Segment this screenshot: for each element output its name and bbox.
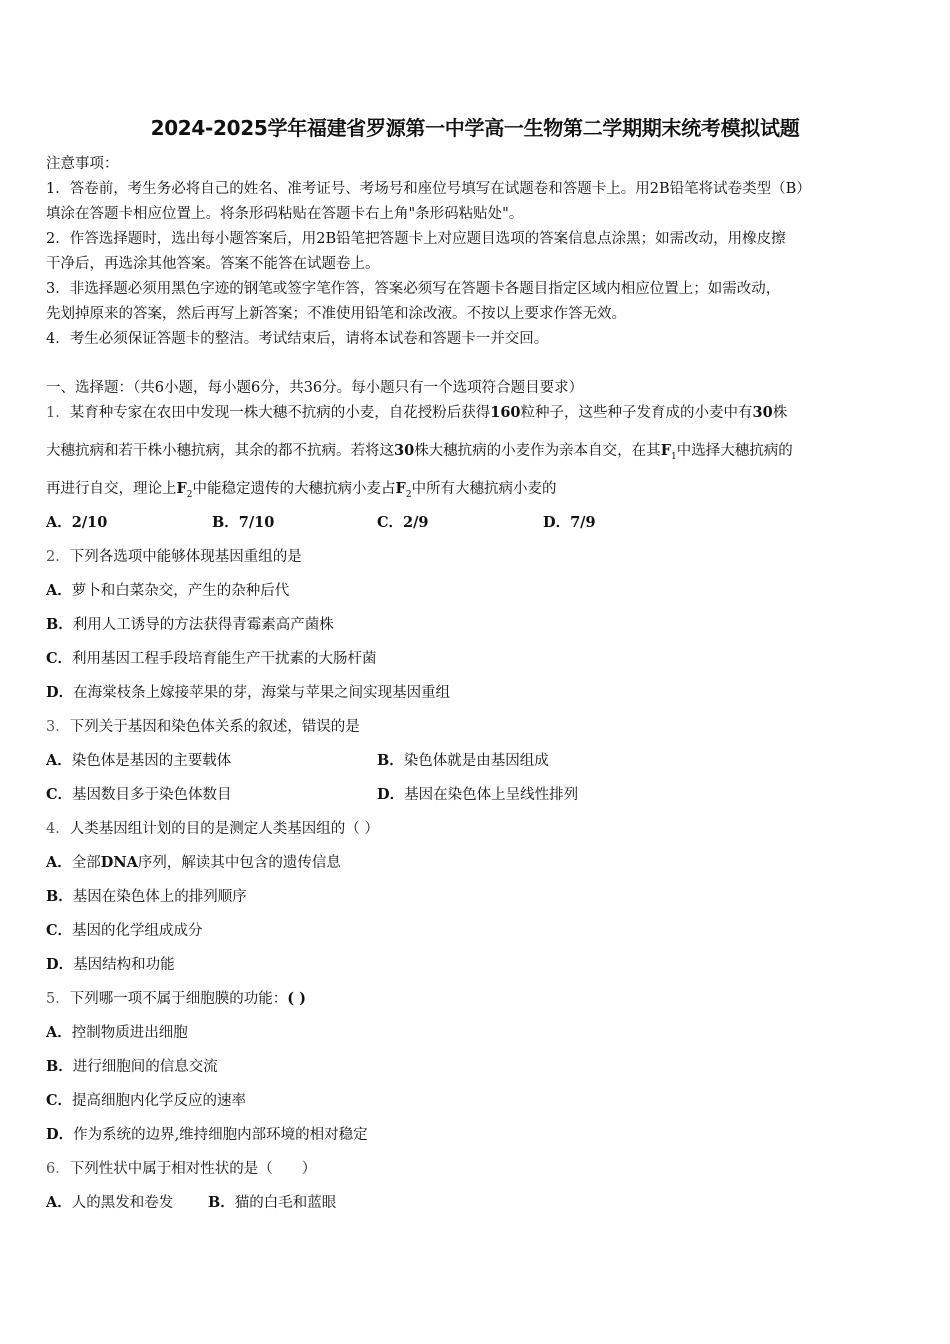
- question-text: 下列性状中属于相对性状的是（ ）: [69, 1161, 317, 1177]
- question-1-line-2: [46, 439, 793, 462]
- exam-title: 2024-2025学年福建省罗源第一中学高一生物第二学期期末统考模拟试题: [150, 116, 800, 140]
- option-label: B．: [377, 752, 404, 769]
- option-a[interactable]: [46, 851, 341, 872]
- option-text: 7/9: [570, 514, 596, 531]
- notes-heading: 注意事项：: [46, 156, 119, 172]
- notes-line: 干净后，再选涂其他答案。答案不能答在试题卷上。: [46, 256, 380, 272]
- question-number: 2．: [46, 549, 70, 565]
- option-d[interactable]: [377, 783, 578, 804]
- option-label: C．: [46, 922, 73, 939]
- option-text: 染色体是基因的主要载体: [71, 753, 232, 769]
- question-2-stem: [46, 545, 302, 566]
- option-text: 萝卜和白菜杂交，产生的杂种后代: [71, 583, 290, 599]
- option-d[interactable]: [46, 681, 450, 702]
- option-c[interactable]: [377, 511, 429, 532]
- option-text: 提高细胞内化学反应的速率: [72, 1093, 247, 1109]
- option-label: A．: [46, 854, 72, 871]
- option-text: 基因数目多于染色体数目: [72, 787, 232, 803]
- option-label: A．: [46, 1194, 72, 1211]
- option-label: D．: [46, 956, 74, 973]
- option-b[interactable]: [208, 1191, 336, 1212]
- option-a[interactable]: [46, 511, 107, 532]
- option-text: 利用人工诱导的方法获得青霉素高产菌株: [72, 617, 334, 633]
- option-text-term: DNA: [100, 854, 138, 871]
- notes-line: 先划掉原来的答案，然后再写上新答案；不准使用铅笔和涂改液。不按以上要求作答无效。: [46, 306, 626, 322]
- question-number-value: 160: [490, 404, 521, 421]
- generation-symbol: F: [660, 442, 671, 459]
- option-text: 序列，解读其中包含的遗传信息: [137, 855, 341, 871]
- question-number-value: 30: [752, 404, 773, 421]
- option-text: 控制物质进出细胞: [71, 1025, 188, 1041]
- option-c[interactable]: [46, 1089, 246, 1110]
- question-number: 6．: [46, 1161, 70, 1177]
- generation-subscript: 1: [670, 451, 677, 462]
- option-a[interactable]: [46, 749, 231, 770]
- notes-line: 4．考生必须保证答题卡的整洁。考试结束后，请将本试卷和答题卡一并交回。: [46, 331, 549, 347]
- option-b[interactable]: [46, 1055, 218, 1076]
- option-label: A．: [46, 752, 72, 769]
- question-text: 下列哪一项不属于细胞膜的功能：: [69, 991, 288, 1007]
- option-d[interactable]: [46, 1123, 368, 1144]
- option-label: A．: [46, 514, 72, 531]
- option-label: D．: [377, 786, 405, 803]
- option-text: 全部: [71, 855, 101, 871]
- question-4-stem: [46, 817, 379, 838]
- option-label: C．: [46, 786, 73, 803]
- question-text: 下列各选项中能够体现基因重组的是: [69, 549, 302, 565]
- generation-symbol: F: [395, 480, 406, 497]
- question-text: 中所有大穗抗病小麦的: [411, 481, 557, 497]
- question-text: 大穗抗病和若干株小穗抗病，其余的都不抗病。若将这: [46, 443, 394, 459]
- notes-line: 填涂在答题卡相应位置上。将条形码粘贴在答题卡右上角"条形码粘贴处"。: [46, 206, 524, 222]
- question-text: 株大穗抗病的小麦作为亲本自交，在其: [414, 443, 661, 459]
- option-text: 进行细胞间的信息交流: [72, 1059, 218, 1075]
- question-text: 某育种专家在农田中发现一株大穗不抗病的小麦，自花授粉后获得: [69, 405, 491, 421]
- option-label: B．: [46, 888, 73, 905]
- question-text: 中选择大穗抗病的: [676, 443, 793, 459]
- option-text: 作为系统的边界,维持细胞内部环境的相对稳定: [73, 1127, 368, 1143]
- question-5-stem: [46, 987, 306, 1008]
- option-text: 基因在染色体上呈线性排列: [404, 787, 579, 803]
- option-text: 7/10: [238, 514, 275, 531]
- option-a[interactable]: [46, 1191, 173, 1212]
- option-a[interactable]: [46, 1021, 188, 1042]
- option-label: B．: [46, 1058, 73, 1075]
- option-a[interactable]: [46, 579, 289, 600]
- question-1-line-1: [46, 401, 787, 422]
- option-label: C．: [46, 1092, 73, 1109]
- question-text: 粒种子，这些种子发育成的小麦中有: [520, 405, 753, 421]
- option-label: C．: [377, 514, 404, 531]
- notes-line: 2．作答选择题时，选出每小题答案后，用2B铅笔把答题卡上对应题目选项的答案信息点涂黑；如需改动，用橡皮擦: [46, 231, 786, 247]
- notes-line: 1．答卷前，考生务必将自己的姓名、准考证号、考场号和座位号填写在试题卷和答题卡上。用2B铅笔将试卷类型（B）: [46, 181, 811, 197]
- option-label: A．: [46, 1024, 72, 1041]
- section-heading: 一、选择题：（共6小题，每小题6分，共36分。每小题只有一个选项符合题目要求）: [46, 380, 584, 396]
- question-6-stem: [46, 1157, 316, 1178]
- option-label: B．: [46, 616, 73, 633]
- notes-line: 3．非选择题必须用黑色字迹的钢笔或签字笔作答，答案必须写在答题卡各题目指定区域内相应位置上；如需改动，: [46, 281, 781, 297]
- generation-subscript: 2: [405, 489, 412, 500]
- option-label: C．: [46, 650, 73, 667]
- question-number: 4．: [46, 821, 70, 837]
- option-d[interactable]: [46, 953, 175, 974]
- option-label: B．: [212, 514, 239, 531]
- option-b[interactable]: [212, 511, 274, 532]
- question-number: 5．: [46, 991, 70, 1007]
- question-3-stem: [46, 715, 360, 736]
- option-b[interactable]: [46, 613, 334, 634]
- generation-subscript: 2: [186, 489, 193, 500]
- question-text: 下列关于基因和染色体关系的叙述，错误的是: [69, 719, 360, 735]
- option-text: 猫的白毛和蓝眼: [234, 1195, 337, 1211]
- option-label: D．: [46, 1126, 74, 1143]
- option-label: D．: [46, 684, 74, 701]
- option-label: A．: [46, 582, 72, 599]
- option-text: 基因在染色体上的排列顺序: [72, 889, 247, 905]
- option-b[interactable]: [377, 749, 549, 770]
- option-label: B．: [208, 1194, 235, 1211]
- option-text: 2/9: [403, 514, 429, 531]
- option-b[interactable]: [46, 885, 247, 906]
- option-d[interactable]: [543, 511, 596, 532]
- question-number-value: 30: [394, 442, 415, 459]
- option-text: 人的黑发和卷发: [71, 1195, 174, 1211]
- option-text: 基因的化学组成成分: [72, 923, 203, 939]
- question-1-line-3: [46, 477, 557, 500]
- question-text: 中能稳定遗传的大穗抗病小麦占: [192, 481, 396, 497]
- answer-blank: ( ): [287, 990, 307, 1007]
- option-c[interactable]: [46, 647, 377, 668]
- question-text: 再进行自交，理论上: [46, 481, 177, 497]
- option-text: 在海棠枝条上嫁接苹果的芽，海棠与苹果之间实现基因重组: [73, 685, 451, 701]
- question-number: 3．: [46, 719, 70, 735]
- question-number: 1．: [46, 405, 70, 421]
- option-c[interactable]: [46, 783, 232, 804]
- generation-symbol: F: [176, 480, 187, 497]
- option-text: 利用基因工程手段培育能生产干扰素的大肠杆菌: [72, 651, 377, 667]
- option-text: 染色体就是由基因组成: [403, 753, 549, 769]
- question-text: 株: [772, 405, 788, 421]
- question-text: 人类基因组计划的目的是测定人类基因组的（ ）: [69, 821, 379, 837]
- option-text: 基因结构和功能: [73, 957, 175, 973]
- option-label: D．: [543, 514, 571, 531]
- option-c[interactable]: [46, 919, 203, 940]
- option-text: 2/10: [71, 514, 108, 531]
